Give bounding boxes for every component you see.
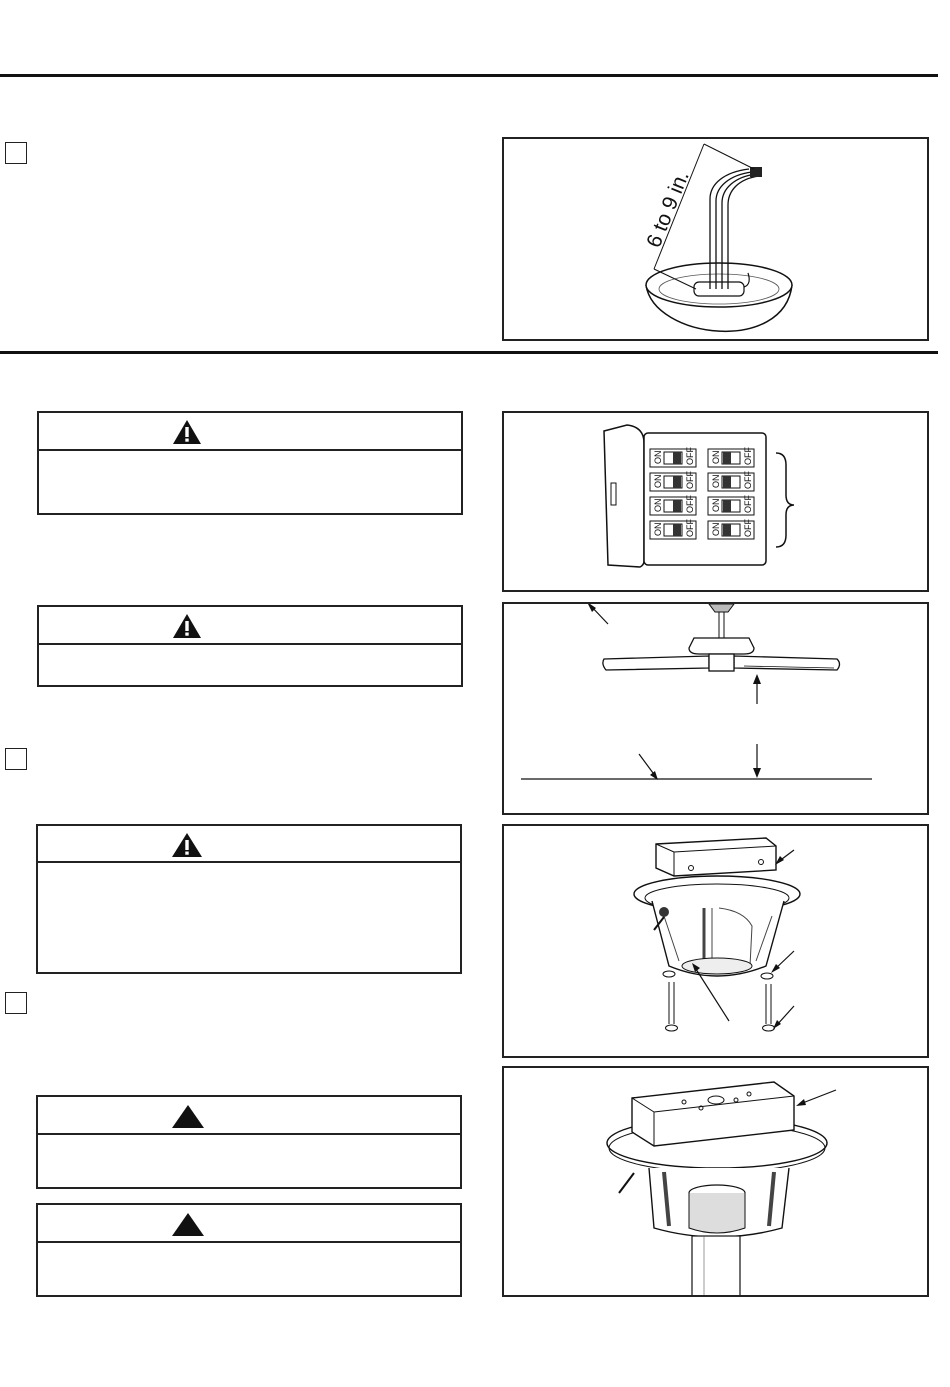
breaker-off-label: OFF	[743, 495, 753, 513]
caution-header	[38, 1097, 460, 1135]
dimension-label: 6 to 9 in.	[642, 167, 694, 251]
warning-box-1	[37, 411, 463, 515]
breaker-switch	[708, 447, 754, 467]
breaker-switch	[708, 519, 754, 539]
warning-triangle-icon	[172, 613, 202, 639]
figure-housing-assembled	[502, 1066, 929, 1297]
breaker-switch	[650, 519, 696, 539]
warning-triangle-icon	[171, 832, 203, 858]
warning-box-2	[37, 605, 463, 687]
caution-header	[38, 1205, 460, 1243]
warning-header	[39, 607, 461, 645]
caution-triangle-icon	[171, 1103, 205, 1129]
breaker-off-label: OFF	[743, 447, 753, 465]
step-box-3	[5, 992, 27, 1014]
caution-triangle-icon	[171, 1211, 205, 1237]
top-rule	[0, 74, 938, 77]
breaker-on-label: ON	[653, 450, 663, 464]
warning-header	[38, 826, 460, 863]
warning-header	[39, 413, 461, 451]
breaker-switch	[650, 471, 696, 491]
breaker-switch	[650, 447, 696, 467]
breaker-on-label: ON	[653, 498, 663, 512]
breaker-on-label: ON	[711, 522, 721, 536]
figure-housing-exploded	[502, 824, 929, 1058]
caution-box-1	[36, 1095, 462, 1189]
breaker-on-label: ON	[711, 498, 721, 512]
breaker-off-label: OFF	[743, 519, 753, 537]
warning-box-3	[36, 824, 462, 974]
breaker-switch	[650, 495, 696, 515]
breaker-on-label: ON	[711, 474, 721, 488]
breaker-off-label: OFF	[685, 519, 695, 537]
breaker-off-label: OFF	[685, 471, 695, 489]
breaker-off-label: OFF	[743, 471, 753, 489]
breaker-off-label: OFF	[685, 447, 695, 465]
figure-fan-height	[502, 602, 929, 815]
breaker-on-label: ON	[711, 450, 721, 464]
breaker-off-label: OFF	[685, 495, 695, 513]
section-rule	[0, 351, 938, 354]
breaker-on-label: ON	[653, 522, 663, 536]
step-box-1	[5, 142, 27, 164]
breaker-switch	[708, 471, 754, 491]
warning-triangle-icon	[172, 419, 202, 445]
caution-box-2	[36, 1203, 462, 1297]
figure-breaker-panel	[502, 411, 929, 592]
figure-canopy-wires	[502, 137, 929, 341]
step-box-2	[5, 748, 27, 770]
breaker-switch	[708, 495, 754, 515]
breaker-on-label: ON	[653, 474, 663, 488]
